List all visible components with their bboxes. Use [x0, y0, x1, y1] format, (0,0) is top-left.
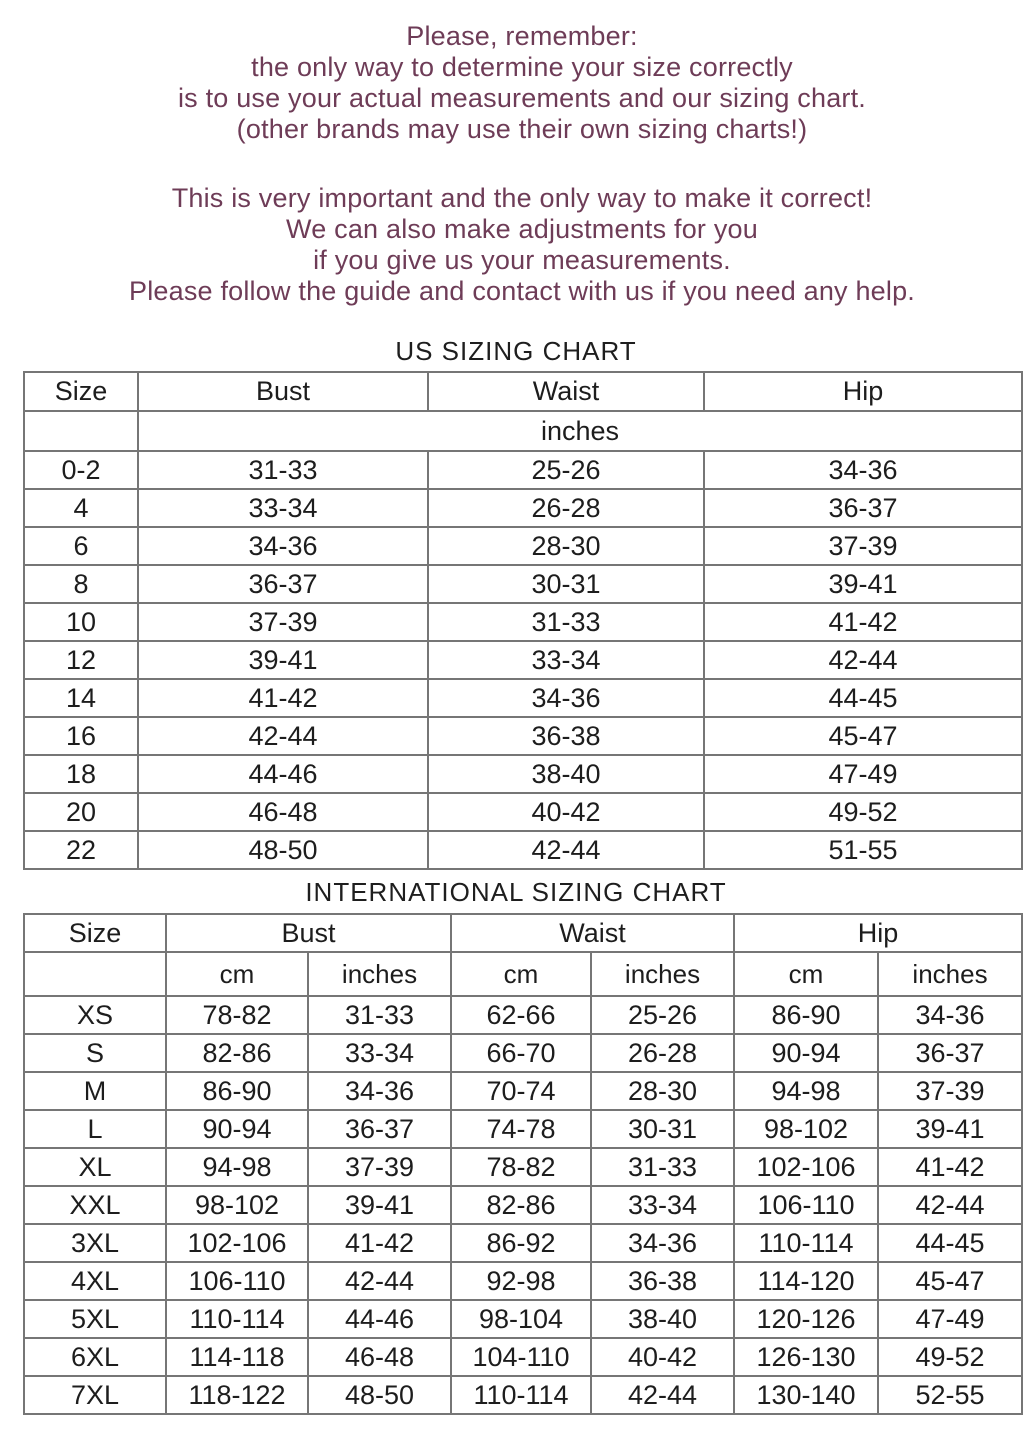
measurement-cell: 86-90 [734, 996, 878, 1034]
intro-line: Please follow the guide and contact with us if you need any help. [128, 276, 915, 306]
measurement-cell: 42-44 [138, 717, 428, 755]
us-chart-title: US SIZING CHART [395, 336, 637, 366]
measurement-cell: 25-26 [428, 451, 704, 489]
size-cell: 22 [24, 831, 138, 869]
size-cell: 5XL [24, 1300, 166, 1338]
measurement-cell: 42-44 [428, 831, 704, 869]
size-cell: 4 [24, 489, 138, 527]
intro-paragraph-2 [20, 183, 1024, 307]
measurement-cell: 41-42 [704, 603, 1022, 641]
measurement-cell: 39-41 [138, 641, 428, 679]
measurement-cell: 66-70 [451, 1034, 591, 1072]
measurement-cell: 42-44 [878, 1186, 1022, 1224]
size-cell: 3XL [24, 1224, 166, 1262]
measurement-cell: 47-49 [704, 755, 1022, 793]
unit-label-cm: cm [166, 952, 308, 996]
table-row [24, 1300, 1022, 1338]
size-cell: 10 [24, 603, 138, 641]
size-cell: S [24, 1034, 166, 1072]
size-cell: 4XL [24, 1262, 166, 1300]
intro-line: This is very important and the only way to make it correct! [171, 183, 873, 213]
measurement-cell: 62-66 [451, 996, 591, 1034]
size-cell: 12 [24, 641, 138, 679]
measurement-cell: 37-39 [878, 1072, 1022, 1110]
measurement-cell: 31-33 [138, 451, 428, 489]
size-cell: 0-2 [24, 451, 138, 489]
size-cell: 6XL [24, 1338, 166, 1376]
size-cell: 16 [24, 717, 138, 755]
column-header-waist: Waist [428, 372, 704, 411]
measurement-cell: 31-33 [428, 603, 704, 641]
international-sizing-table [23, 913, 1023, 1415]
measurement-cell: 34-36 [428, 679, 704, 717]
table-row [24, 489, 1022, 527]
measurement-cell: 45-47 [704, 717, 1022, 755]
intro-line: (other brands may use their own sizing charts!) [236, 114, 808, 144]
intl-header-row [24, 914, 1022, 952]
measurement-cell: 82-86 [451, 1186, 591, 1224]
measurement-cell: 44-45 [704, 679, 1022, 717]
empty-cell [24, 952, 166, 996]
measurement-cell: 86-92 [451, 1224, 591, 1262]
measurement-cell: 74-78 [451, 1110, 591, 1148]
size-cell: M [24, 1072, 166, 1110]
measurement-cell: 82-86 [166, 1034, 308, 1072]
measurement-cell: 78-82 [451, 1148, 591, 1186]
measurement-cell: 40-42 [591, 1338, 734, 1376]
column-header-size: Size [24, 372, 138, 411]
column-header-bust: Bust [166, 914, 451, 952]
measurement-cell: 31-33 [591, 1148, 734, 1186]
measurement-cell: 28-30 [591, 1072, 734, 1110]
measurement-cell: 102-106 [166, 1224, 308, 1262]
table-row [24, 679, 1022, 717]
measurement-cell: 90-94 [734, 1034, 878, 1072]
measurement-cell: 36-38 [428, 717, 704, 755]
size-cell: XXL [24, 1186, 166, 1224]
table-row [24, 527, 1022, 565]
measurement-cell: 86-90 [166, 1072, 308, 1110]
measurement-cell: 90-94 [166, 1110, 308, 1148]
table-row [24, 1034, 1022, 1072]
measurement-cell: 94-98 [734, 1072, 878, 1110]
table-row [24, 1262, 1022, 1300]
measurement-cell: 33-34 [308, 1034, 451, 1072]
measurement-cell: 33-34 [428, 641, 704, 679]
measurement-cell: 106-110 [734, 1186, 878, 1224]
measurement-cell: 41-42 [878, 1148, 1022, 1186]
measurement-cell: 40-42 [428, 793, 704, 831]
measurement-cell: 106-110 [166, 1262, 308, 1300]
measurement-cell: 30-31 [591, 1110, 734, 1148]
unit-label-cm: cm [451, 952, 591, 996]
measurement-cell: 92-98 [451, 1262, 591, 1300]
intl-unit-row [24, 952, 1022, 996]
size-cell: 8 [24, 565, 138, 603]
measurement-cell: 45-47 [878, 1262, 1022, 1300]
measurement-cell: 94-98 [166, 1148, 308, 1186]
measurement-cell: 26-28 [428, 489, 704, 527]
measurement-cell: 110-114 [166, 1300, 308, 1338]
intro-text [0, 0, 1024, 307]
table-row [24, 1148, 1022, 1186]
measurement-cell: 49-52 [704, 793, 1022, 831]
measurement-cell: 41-42 [308, 1224, 451, 1262]
size-cell: 18 [24, 755, 138, 793]
measurement-cell: 39-41 [704, 565, 1022, 603]
measurement-cell: 98-102 [734, 1110, 878, 1148]
measurement-cell: 104-110 [451, 1338, 591, 1376]
measurement-cell: 34-36 [138, 527, 428, 565]
measurement-cell: 110-114 [451, 1376, 591, 1414]
measurement-cell: 36-37 [878, 1034, 1022, 1072]
table-row [24, 1376, 1022, 1414]
size-cell: L [24, 1110, 166, 1148]
size-cell: XL [24, 1148, 166, 1186]
measurement-cell: 114-118 [166, 1338, 308, 1376]
measurement-cell: 36-37 [308, 1110, 451, 1148]
measurement-cell: 120-126 [734, 1300, 878, 1338]
us-header-row [24, 372, 1022, 411]
measurement-cell: 46-48 [138, 793, 428, 831]
unit-label-inches: inches [308, 952, 451, 996]
measurement-cell: 34-36 [308, 1072, 451, 1110]
measurement-cell: 31-33 [308, 996, 451, 1034]
intl-table-body [24, 996, 1022, 1414]
size-cell: XS [24, 996, 166, 1034]
size-cell: 7XL [24, 1376, 166, 1414]
unit-label-inches: inches [138, 411, 1022, 451]
measurement-cell: 52-55 [878, 1376, 1022, 1414]
measurement-cell: 33-34 [138, 489, 428, 527]
measurement-cell: 110-114 [734, 1224, 878, 1262]
measurement-cell: 118-122 [166, 1376, 308, 1414]
measurement-cell: 34-36 [878, 996, 1022, 1034]
table-row [24, 603, 1022, 641]
unit-label-inches: inches [591, 952, 734, 996]
measurement-cell: 39-41 [308, 1186, 451, 1224]
measurement-cell: 30-31 [428, 565, 704, 603]
measurement-cell: 47-49 [878, 1300, 1022, 1338]
measurement-cell: 98-102 [166, 1186, 308, 1224]
measurement-cell: 36-38 [591, 1262, 734, 1300]
measurement-cell: 98-104 [451, 1300, 591, 1338]
measurement-cell: 37-39 [704, 527, 1022, 565]
measurement-cell: 37-39 [138, 603, 428, 641]
measurement-cell: 51-55 [704, 831, 1022, 869]
table-row [24, 755, 1022, 793]
measurement-cell: 44-46 [308, 1300, 451, 1338]
intro-line: if you give us your measurements. [313, 245, 731, 275]
unit-label-cm: cm [734, 952, 878, 996]
measurement-cell: 36-37 [138, 565, 428, 603]
measurement-cell: 48-50 [138, 831, 428, 869]
column-header-hip: Hip [704, 372, 1022, 411]
table-row [24, 1072, 1022, 1110]
measurement-cell: 39-41 [878, 1110, 1022, 1148]
measurement-cell: 25-26 [591, 996, 734, 1034]
measurement-cell: 48-50 [308, 1376, 451, 1414]
measurement-cell: 42-44 [591, 1376, 734, 1414]
table-row [24, 1224, 1022, 1262]
intro-line: Please, remember: [406, 21, 638, 51]
measurement-cell: 38-40 [428, 755, 704, 793]
table-row [24, 1110, 1022, 1148]
measurement-cell: 42-44 [308, 1262, 451, 1300]
size-cell: 20 [24, 793, 138, 831]
intl-chart-title: INTERNATIONAL SIZING CHART [305, 877, 727, 907]
size-cell: 14 [24, 679, 138, 717]
table-row [24, 793, 1022, 831]
intro-paragraph-1 [20, 21, 1024, 145]
column-header-waist: Waist [451, 914, 734, 952]
table-row [24, 641, 1022, 679]
column-header-size: Size [24, 914, 166, 952]
table-row [24, 1338, 1022, 1376]
intro-line: the only way to determine your size correctly [251, 52, 793, 82]
column-header-bust: Bust [138, 372, 428, 411]
intro-line: is to use your actual measurements and our sizing chart. [177, 83, 867, 113]
column-header-hip: Hip [734, 914, 1022, 952]
measurement-cell: 46-48 [308, 1338, 451, 1376]
measurement-cell: 28-30 [428, 527, 704, 565]
measurement-cell: 42-44 [704, 641, 1022, 679]
unit-label-inches: inches [878, 952, 1022, 996]
measurement-cell: 70-74 [451, 1072, 591, 1110]
measurement-cell: 36-37 [704, 489, 1022, 527]
measurement-cell: 44-46 [138, 755, 428, 793]
table-row [24, 451, 1022, 489]
size-cell: 6 [24, 527, 138, 565]
table-row [24, 996, 1022, 1034]
measurement-cell: 49-52 [878, 1338, 1022, 1376]
measurement-cell: 102-106 [734, 1148, 878, 1186]
measurement-cell: 34-36 [591, 1224, 734, 1262]
measurement-cell: 37-39 [308, 1148, 451, 1186]
measurement-cell: 41-42 [138, 679, 428, 717]
intro-line: We can also make adjustments for you [286, 214, 758, 244]
measurement-cell: 130-140 [734, 1376, 878, 1414]
measurement-cell: 44-45 [878, 1224, 1022, 1262]
measurement-cell: 33-34 [591, 1186, 734, 1224]
measurement-cell: 114-120 [734, 1262, 878, 1300]
table-row [24, 565, 1022, 603]
us-unit-row [24, 411, 1022, 451]
us-table-body [24, 451, 1022, 869]
measurement-cell: 34-36 [704, 451, 1022, 489]
table-row [24, 831, 1022, 869]
table-row [24, 1186, 1022, 1224]
table-row [24, 717, 1022, 755]
measurement-cell: 38-40 [591, 1300, 734, 1338]
us-sizing-table [23, 371, 1023, 870]
empty-cell [24, 411, 138, 451]
measurement-cell: 26-28 [591, 1034, 734, 1072]
measurement-cell: 126-130 [734, 1338, 878, 1376]
measurement-cell: 78-82 [166, 996, 308, 1034]
